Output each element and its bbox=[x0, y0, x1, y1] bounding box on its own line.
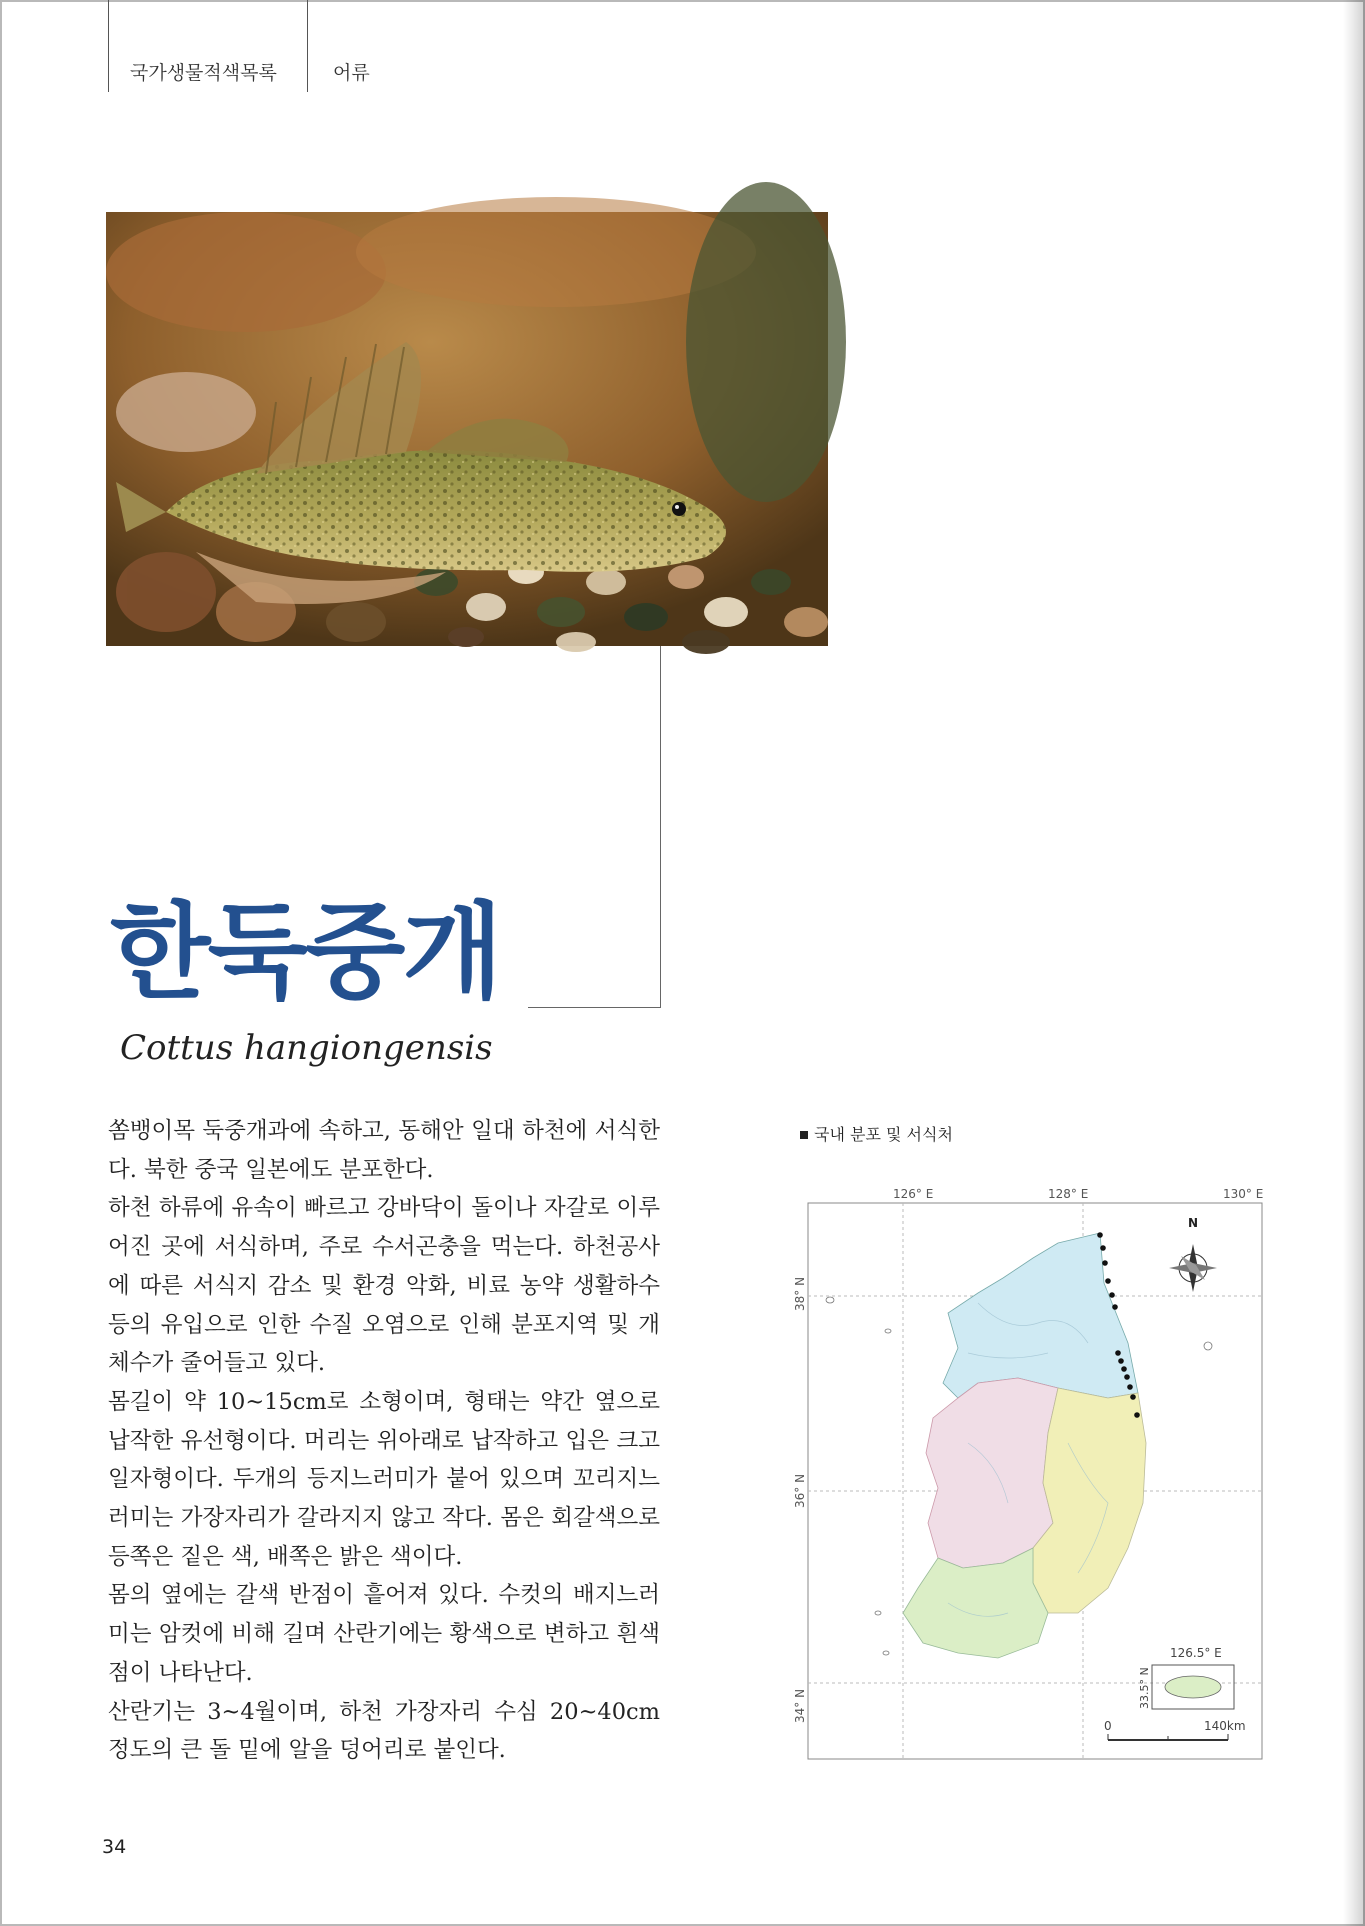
map-caption-text: 국내 분포 및 서식처 bbox=[814, 1125, 953, 1144]
header-category: 어류 bbox=[333, 62, 370, 84]
map-caption bbox=[800, 1122, 953, 1145]
header-divider-right bbox=[307, 0, 308, 92]
occurrence-point bbox=[1102, 1260, 1108, 1266]
occurrence-point bbox=[1118, 1358, 1124, 1364]
header-divider-left bbox=[108, 0, 109, 92]
occurrence-point bbox=[1130, 1394, 1136, 1400]
compass-north-label: N bbox=[1188, 1216, 1199, 1230]
occurrence-point bbox=[1109, 1292, 1115, 1298]
lon-label: 126° E bbox=[893, 1187, 934, 1201]
occurrence-point bbox=[1124, 1374, 1130, 1380]
description-paragraph: 쏨뱅이목 둑중개과에 속하고, 동해안 일대 하천에 서식한다. 북한 중국 일본에도 분포한다. bbox=[108, 1118, 660, 1183]
occurrence-point bbox=[1105, 1278, 1111, 1284]
species-korean-name: 한둑중개 bbox=[110, 891, 500, 1013]
occurrence-point bbox=[1127, 1384, 1133, 1390]
description-paragraph: 몸의 옆에는 갈색 반점이 흩어져 있다. 수컷의 배지느러미는 암컷에 비해 길며 산란기에는 황색으로 변하고 흰색 점이 나타난다. bbox=[108, 1582, 660, 1686]
inset-lon-label: 126.5° E bbox=[1170, 1646, 1222, 1660]
species-scientific-name: Cottus hangiongensis bbox=[120, 1028, 493, 1068]
page-edge-shadow bbox=[1343, 0, 1365, 1926]
page-number: 34 bbox=[102, 1836, 127, 1858]
header-section: 국가생물적색목록 bbox=[130, 62, 277, 84]
occurrence-point bbox=[1121, 1366, 1127, 1372]
occurrence-point bbox=[1115, 1350, 1121, 1356]
scale-start-label: 0 bbox=[1104, 1719, 1112, 1733]
lat-label: 36° N bbox=[793, 1473, 807, 1508]
species-photo bbox=[106, 212, 828, 646]
connector-line-horizontal bbox=[528, 1007, 661, 1008]
occurrence-point bbox=[1134, 1412, 1140, 1418]
lon-label: 130° E bbox=[1223, 1187, 1264, 1201]
lon-label: 128° E bbox=[1048, 1187, 1089, 1201]
occurrence-point bbox=[1100, 1245, 1106, 1251]
description-paragraph: 몸길이 약 10~15cm로 소형이며, 형태는 약간 옆으로 납작한 유선형이다. 머리는 위아래로 납작하고 입은 크고 일자형이다. 두개의 등지느러미가 붙어 있으며 꼬리지느러미는 가장자리가 갈라지지 않고 작다. 몸은 회갈색으로 등쪽은 짙은 색, 배쪽은 밝은 색이다. bbox=[108, 1388, 660, 1570]
caption-bullet-icon bbox=[800, 1131, 808, 1139]
description-paragraph: 산란기는 3~4월이며, 하천 가장자리 수심 20~40cm 정도의 큰 돌 밑에 알을 덩어리로 붙인다. bbox=[108, 1698, 660, 1764]
occurrence-point bbox=[1112, 1304, 1118, 1310]
lat-label: 38° N bbox=[793, 1276, 807, 1311]
description-paragraph: 하천 하류에 유속이 빠르고 강바닥이 돌이나 자갈로 이루어진 곳에 서식하며, 주로 수서곤충을 먹는다. 하천공사에 따른 서식지 감소 및 환경 악화, 비료 농약 생활하수 등의 유입으로 인한 수질 오염으로 인해 분포지역 및 개체수가 줄어들고 있다. bbox=[108, 1195, 660, 1377]
scale-end-label: 140km bbox=[1204, 1719, 1246, 1733]
inset-lat-label: 33.5° N bbox=[1138, 1667, 1151, 1709]
jeju-island bbox=[1165, 1676, 1221, 1698]
description-body bbox=[108, 1112, 660, 1770]
occurrence-point bbox=[1097, 1232, 1103, 1238]
lat-label: 34° N bbox=[793, 1688, 807, 1723]
distribution-map bbox=[793, 1187, 1264, 1759]
connector-line-vertical bbox=[660, 646, 661, 1008]
